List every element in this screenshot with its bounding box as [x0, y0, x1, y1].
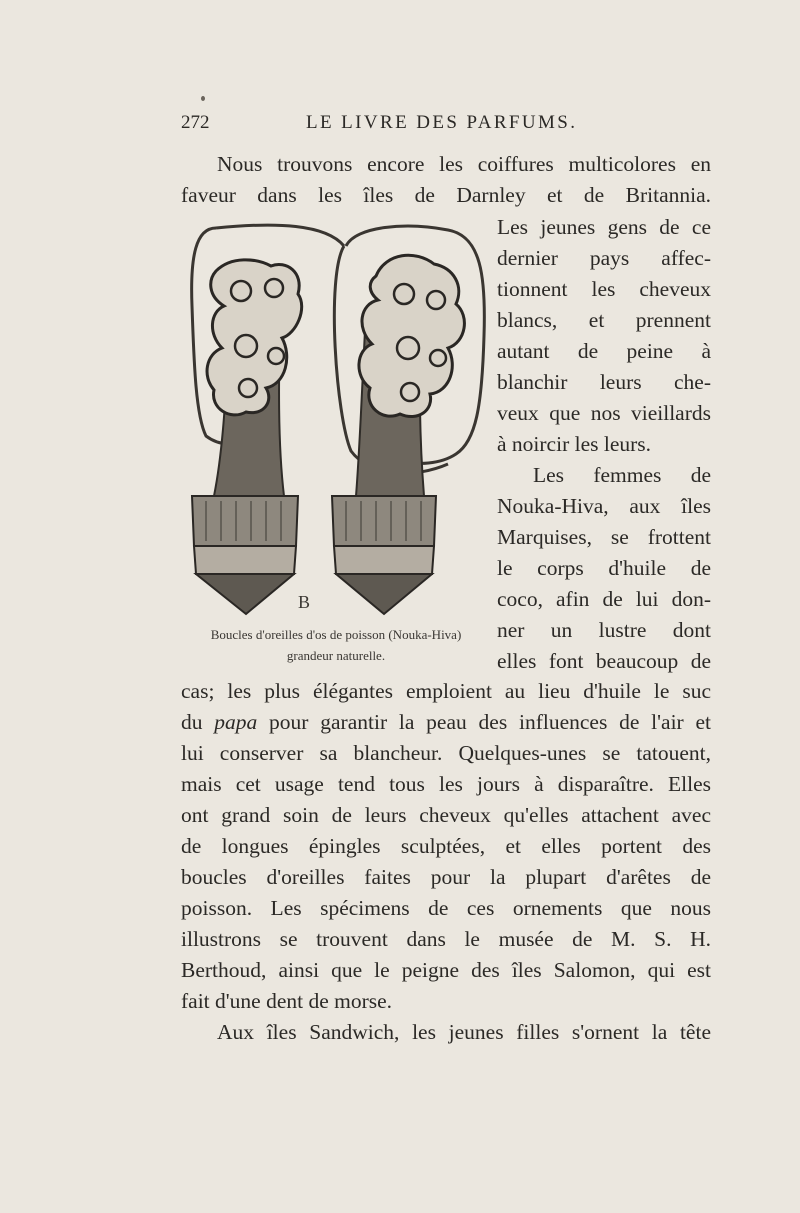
text-line: boucles d'oreilles faites pour la plupart d'arêtes de [181, 865, 711, 889]
text-line: autant de peine à [497, 339, 711, 363]
text-line: Les jeunes gens de ce [497, 215, 711, 239]
text-line: elles font beaucoup de [497, 649, 711, 673]
right-carved-head [359, 255, 464, 416]
text-line [181, 707, 711, 737]
text-line: tionnent les cheveux [497, 277, 711, 301]
text-line: faveur dans les îles de Darnley et de Britannia. [181, 183, 711, 207]
text-line: veux que nos vieillards [497, 401, 711, 425]
right-collar [332, 496, 436, 546]
text-run: pour garantir la peau des influences de l'air et [257, 710, 711, 734]
text-line: cas; les plus élégantes emploient au lieu d'huile le suc [181, 679, 711, 703]
text-line: dernier pays affec- [497, 246, 711, 270]
text-line: à noircir les leurs. [497, 432, 652, 456]
text-line: Les femmes de [533, 463, 711, 487]
left-collar [192, 496, 298, 546]
page-number: 272 [181, 112, 210, 133]
running-title: LE LIVRE DES PARFUMS. [306, 112, 578, 133]
artist-monogram: B [298, 592, 311, 612]
text-line: Marquises, se frottent [497, 525, 711, 549]
earring-illustration [186, 216, 488, 628]
text-line: ner un lustre dont [497, 618, 711, 642]
left-cord [216, 225, 344, 246]
text-line: Aux îles Sandwich, les jeunes filles s'ornent la tête [217, 1020, 711, 1044]
ink-speck [201, 96, 205, 101]
text-run: du [181, 710, 215, 734]
left-cone-tip [196, 574, 294, 614]
text-line: de longues épingles sculptées, et elles portent des [181, 834, 711, 858]
text-line: Berthoud, ainsi que le peigne des îles Salomon, qui est [181, 958, 711, 982]
text-line: blanchir leurs che- [497, 370, 711, 394]
text-line: poisson. Les spécimens de ces ornements que nous [181, 896, 711, 920]
text-line: fait d'une dent de morse. [181, 989, 393, 1013]
text-line: ont grand soin de leurs cheveux qu'elles attachent avec [181, 803, 711, 827]
right-cone-tip [336, 574, 432, 614]
text-line: blancs, et prennent [497, 308, 711, 332]
text-line: illustrons se trouvent dans le musée de M. S. H. [181, 927, 711, 951]
italic-word: papa [214, 710, 258, 734]
text-line: mais cet usage tend tous les jours à disparaître. Elles [181, 772, 711, 796]
page-header [181, 112, 711, 142]
text-line: Nous trouvons encore les coiffures multicolores en [217, 152, 711, 176]
text-line: le corps d'huile de [497, 556, 711, 580]
figure-caption-line: grandeur naturelle. [286, 648, 386, 663]
figure-caption-line: Boucles d'oreilles d'os de poisson (Nouka-Hiva) [210, 627, 462, 642]
text-line: lui conserver sa blancheur. Quelques-unes se tatouent, [181, 741, 711, 765]
text-line: coco, afin de lui don- [497, 587, 711, 611]
text-line: Nouka-Hiva, aux îles [497, 494, 711, 518]
